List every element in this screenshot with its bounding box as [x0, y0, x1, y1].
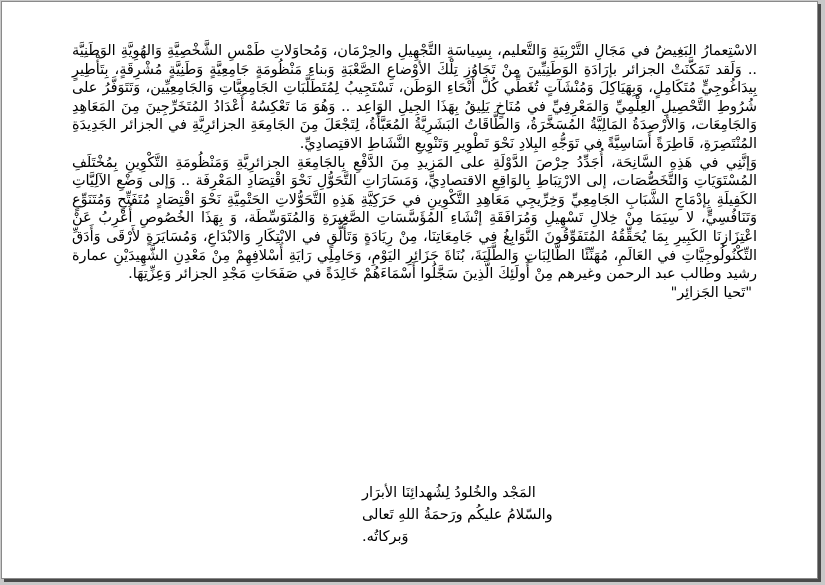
slogan: "تَحيا الجَزائِر": [670, 284, 752, 301]
paragraph-2: وَإنَّنِي في هَذِهِ السَّانِحَة، أُجَدِّدُ حِرْصَ الدَّوْلَةِ على المَزِيدِ مِنَ الدَّفْعِ بِالجَامِعَةِ الجزائرِيَّةِ وَمَنْظُومَةِ التَّكْوِينِ بِمُخْتَلَفِ المُسْتَوَيَاتِ وَالتَّخَصُّصَات، إلى الارْتِبَاطِ بِالوَاقِعِ الاقتصادِيِّ، وَمَسَارَاتِ التَّحَوُّلِ نَحْوَ اقْتِصَادِ المَعْرِفَة .. وَإلى وَضْعِ الآلِيَّاتِ الكَفِيلَةِ بِإدْمَاجِ الشَّبَابِ الجَامِعِيِّ وَخِرِّيجِي مَعَاهِدِ التَّكْوِينِ في حَرَكِيَّةِ هَذِهِ التَّحَوُّلاتِ الحَتْمِيَّةِ نَحْوَ اقْتِصَادٍ مُتَفَتِّحٍ وَمُتَنَوِّعٍ وَتَنَافُسِيٍّ، لا سِيَمَا مِنْ خِلالِ تَسْهِيلِ وَمُرَافَقَةِ إنْشَاءِ المُؤَسَّسَاتِ الصَّغِيرَةِ وَالمُتَوَسِّطَة، وَ بِهَذَا الخُصُوصِ أُعْرِبُ عَنْ اعْتِزَازِنَا الكَبِيرِ بِمَا يُحَقِّقُهُ المُتَفَوِّقُونَ النَّوَابِغُ في جَامِعَاتِنَا، مِنْ رِيَادَةٍ وَتَأَلُّقٍ في الابْتِكَارِ وَالابْدَاعِ، وَمُسَايَرَةٍ لأَرْقَى وَأَدَقِّ التِّكْنُولُوجِيَّاتِ في العَالَمِ، مُهَنِّئًا الطَّالِبَاتِ وَالطَّلَبَةَ، بُنَاةَ جَزَائِرِ اليَوْمِ، وَحَامِلِي رَايَةِ أَسْلافِهِمْ مِنْ مَعْدِنِ الشَّهِيدَيْنِ عمارة رشيد وطالب عبد الرحمن وغيرهم مِنْ أُولَئِكَ الَّذِينَ سَجَّلُوا أَسْمَاءَهُمْ خَالِدَةً في صَفَحَاتِ مَجْدِ الجزائر وَعِزِّتِهَا.: [72, 154, 757, 283]
paragraph-1: الاسْتِعمارُ البَغِيضُ في مَجَالِ التَّرْبِيَةِ وَالتَّعليم، بِسِياسَةِ التَّجْهِيلِ والحِرْمَان، وَمُحاوَلاتِ طَمْسِ الشَّخْصِيَّةِ وَالهُوِيَّةِ الوَطَنِيَّة .. وَلَقد تَمَكَّنَتْ الجزائر بإرَادَةِ الوَطَنِيِّينَ مِنْ تَجَاوُزِ تِلْكَ الأوْضاعِ الصَّعْبَةِ وَبناءِ مَنْظُومَةٍ جَامِعِيَّةٍ وَطَنِيَّةٍ مُشْرِقَةٍ، بِتَأْطِيرٍ بِيدَاغُوجِيٍّ مُتَكَامِلٍ، وَبِهَيَاكِلَ وَمُنْشَآتٍ تُغَطِّي كُلَّ أنْحَاءِ الوَطَن، تَسْتَجِيبُ لِمُتَطَلَّبَاتِ الجَامِعِيَّاتِ وَالجَامِعِيِّين، وَتَتَوَفَّرُ على شُرُوطِ التَّحْصِيلِ العِلْمِيِّ وَالمَعْرِفِيِّ في مُنَاخٍ يَلِيقُ بِهَذَا الجِيلِ الوَاعِد .. وَهُوَ مَا تَعْكِسُهُ أَعْدَادُ المُتَخَرِّجِينَ مِنَ المَعَاهِدِ وَالجَامِعَات، وَالأرْصِدَةُ المَالِيَّةُ المُسَخَّرَةُ، وَالطَّاقَاتُ البَشَرِيَّةُ المُعَبَّأَةُ، لِتَجْعَلَ مِنَ الجَامِعَةِ الجزائرِيَّةِ في الجزائر الجَدِيدَةِ المُنْتَصِرَةِ، قَاطِرَةً أَسَاسِيَّةً في تَوَجُّهِ البِلادِ نَحْوَ تَطْوِيرِ وَتَنْوِيعِ النَّشَاطِ الاقتِصادِيِّ.: [72, 43, 757, 152]
document-body: [72, 42, 757, 302]
closing-block: [362, 482, 582, 548]
document-page: [1, 1, 818, 579]
closing-line-salutation: والسّلامُ عليكُم ورَحمَةُ اللهِ تَعالى وَبركاتُه.: [362, 507, 553, 545]
closing-line-glory: المَجْد والخُلودُ لِشُهدائِنَا الأبرَار: [362, 485, 536, 501]
